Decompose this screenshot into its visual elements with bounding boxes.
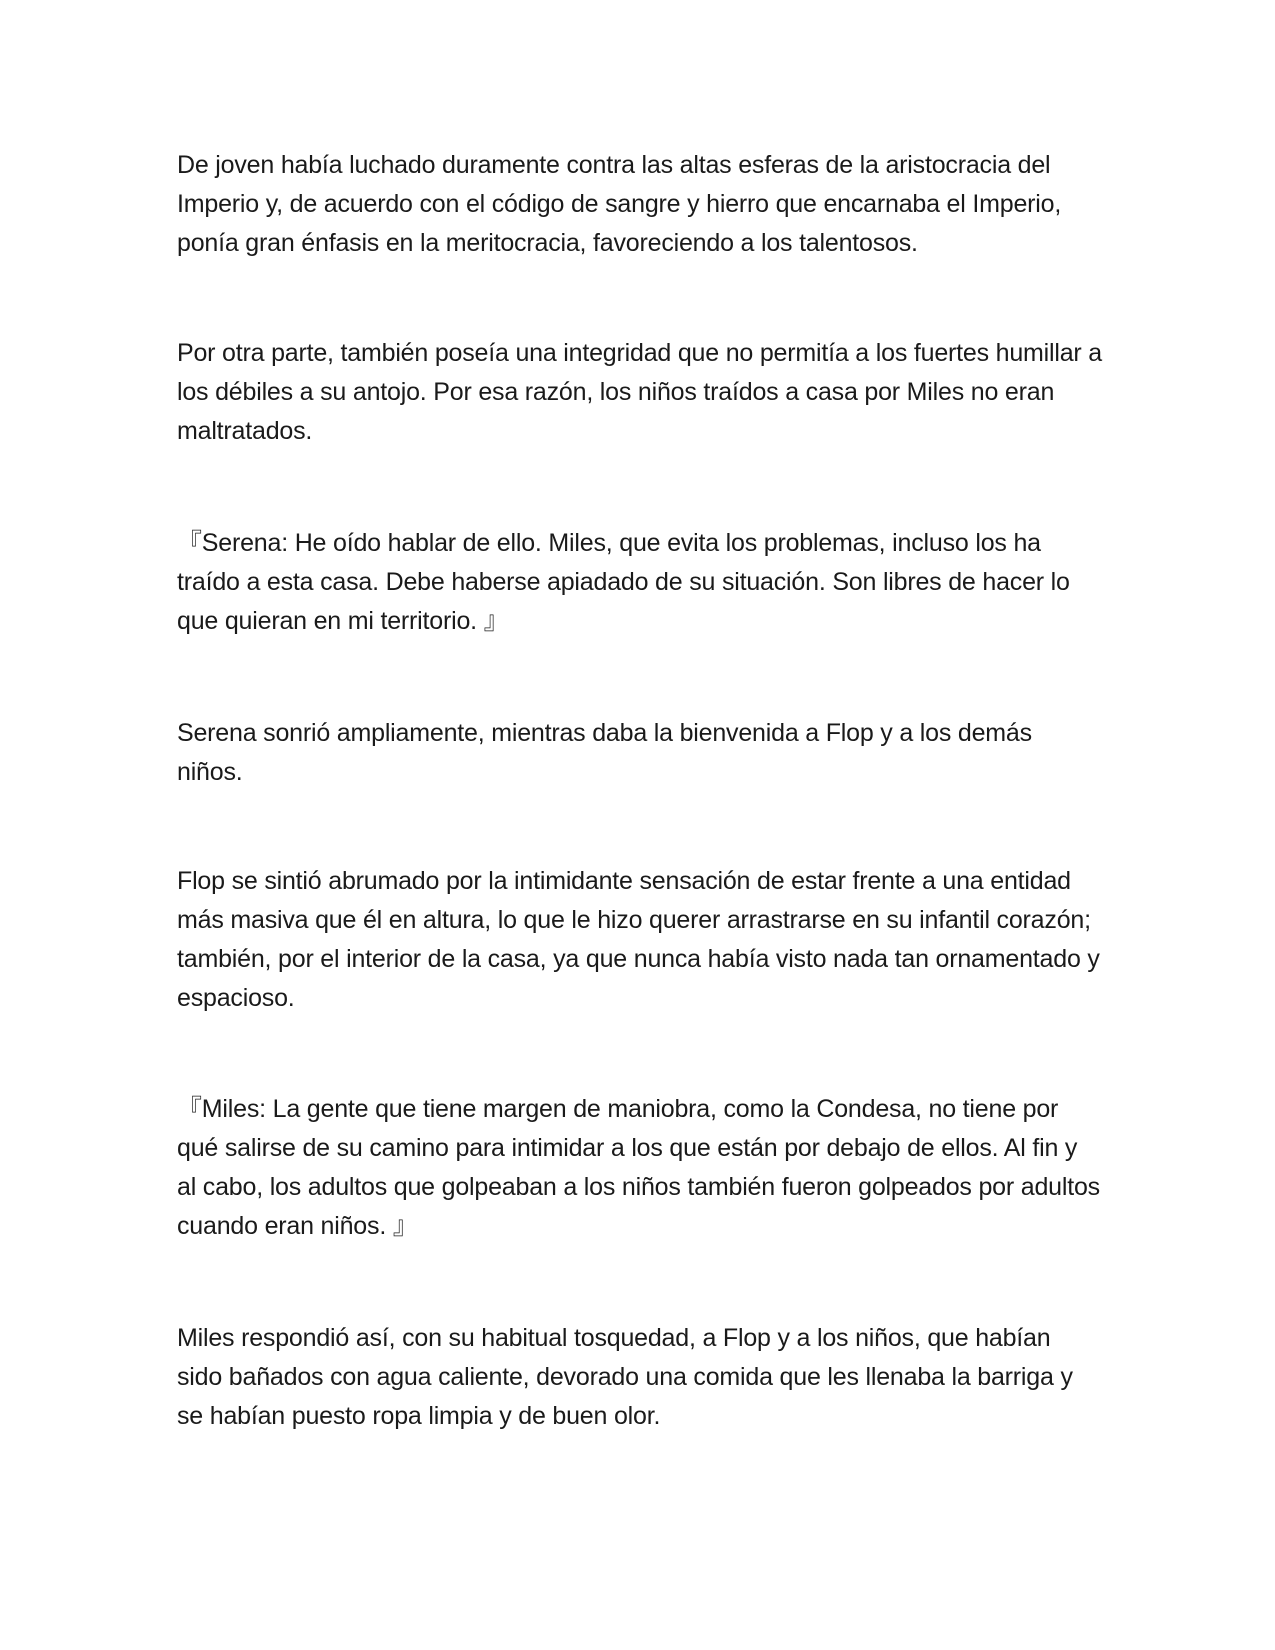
paragraph-dialogue-miles: 『Miles: La gente que tiene margen de maniobra, como la Condesa, no tiene por qué salirse de su camino para intimidar a los que están por debajo de ellos. Al fin y al cabo, los adultos que golpeaban a los niños también fueron golpeados por adultos cuando eran niños. 』	[177, 1095, 1100, 1240]
paragraph-narration: Flop se sintió abrumado por la intimidante sensación de estar frente a una entidad más masiva que él en altura, lo que le hizo querer arrastrarse en su infantil corazón; también, por el interior de la casa, ya que nunca había visto nada tan ornamentado y espacioso.	[177, 867, 1100, 1012]
paragraph-dialogue-serena: 『Serena: He oído hablar de ello. Miles, que evita los problemas, incluso los ha traído a esta casa. Debe haberse apiadado de su situación. Son libres de hacer lo que quieran en mi territorio. 』	[177, 529, 1070, 635]
paragraph-narration: Por otra parte, también poseía una integridad que no permitía a los fuertes humillar a los débiles a su antojo. Por esa razón, los niños traídos a casa por Miles no eran maltratados.	[177, 339, 1103, 445]
paragraph-narration: De joven había luchado duramente contra las altas esferas de la aristocracia del Imperio y, de acuerdo con el código de sangre y hierro que encarnaba el Imperio, ponía gran énfasis en la meritocracia, favoreciendo a los talentosos.	[177, 151, 1062, 257]
paragraph-narration: Miles respondió así, con su habitual tosquedad, a Flop y a los niños, que habían sido bañados con agua caliente, devorado una comida que les llenaba la barriga y se habían puesto ropa limpia y de buen olor.	[177, 1324, 1073, 1430]
paragraph-narration: Serena sonrió ampliamente, mientras daba la bienvenida a Flop y a los demás niños.	[177, 719, 1032, 786]
